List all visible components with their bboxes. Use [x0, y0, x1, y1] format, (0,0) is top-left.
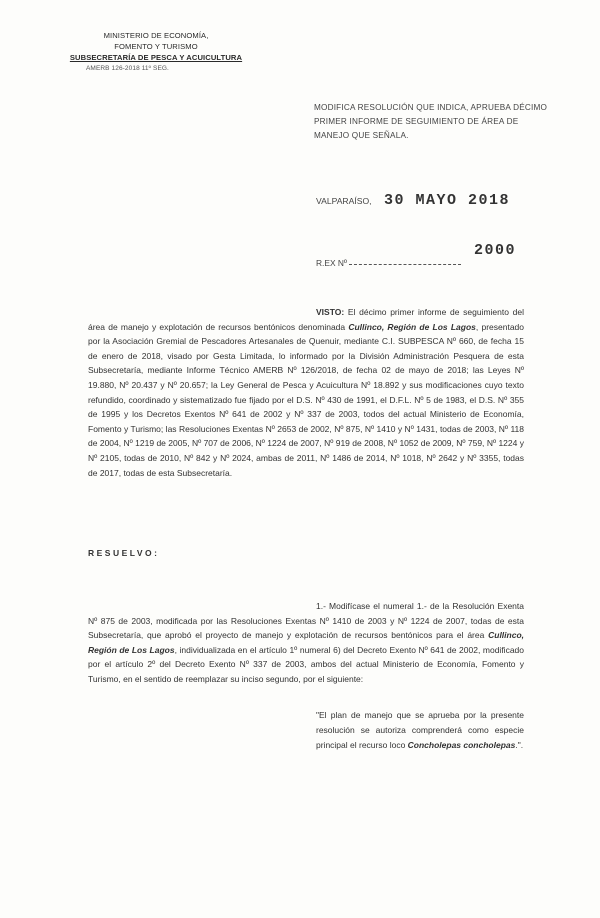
date-stamp: 30 MAYO 2018 — [383, 192, 510, 209]
letterhead — [66, 30, 246, 74]
article-1 — [88, 599, 524, 687]
article-1-text-1: 1.- Modifícase el numeral 1.- de la Resolución Exenta Nº 875 de 2003, modificada por las Resoluciones Exentas Nº 1410 de 2003 y Nº 1224 de 2007, todas de esta Subsecretaría, que aprobó el proyecto de manejo y explotación de recursos bentónicos para el área — [88, 601, 524, 641]
resolution-label-line — [316, 258, 461, 268]
quote-text-1: "El plan de manejo que se aprueba por la presente resolución se autoriza comprenderá como especie principal el recurso loco — [316, 710, 524, 750]
replacement-text — [316, 708, 524, 752]
visto-text-1: El décimo primer informe de seguimiento del área de manejo y explotación de recursos bentónicos denominada — [88, 307, 524, 332]
resuelvo-heading: RESUELVO: — [88, 548, 160, 558]
article-1-text-2: , individualizada en el artículo 1º numeral 6) del Decreto Exento Nº 641 de 2002, modificado por el artículo 2º del Decreto Exento Nº 337 de 2003, ambos del actual Ministerio de Economía, Fomento y Turismo, en el sentido de reemplazar su inciso segundo, por el siguiente: — [88, 644, 524, 684]
subsecretaria-name: SUBSECRETARÍA DE PESCA Y ACUICULTURA — [69, 53, 243, 62]
visto-area-name: Cullinco, Región de Los Lagos — [348, 321, 476, 332]
visto-lead: VISTO: — [316, 307, 345, 317]
visto-paragraph — [88, 305, 524, 480]
reference-code: AMERB 126-2018 11º SEG. — [86, 65, 169, 72]
visto-body — [88, 305, 524, 480]
article-1-area-name: Cullinco, Región de Los Lagos — [88, 630, 524, 655]
place: VALPARAÍSO, — [316, 196, 372, 206]
number-underline — [349, 264, 461, 265]
quote-text-2: .". — [515, 739, 524, 750]
ministry-name-cont: FOMENTO Y TURISMO — [114, 42, 198, 51]
place-date-line — [316, 192, 510, 209]
species-name: Concholepas concholepas — [407, 739, 516, 750]
article-1-body — [88, 599, 524, 687]
visto-text-2: , presentado por la Asociación Gremial de Pescadores Artesanales de Quenuir, mediante C.I. SUBPESCA Nº 660, de fecha 15 de enero de 2018, visado por Gesta Limitada, lo informado por la División Administración Pesquera de esta Subsecretaría, mediante Informe Técnico AMERB Nº 126/2018, de fecha 02 de mayo de 2018; las Leyes Nº 19.880, Nº 20.437 y Nº 20.657; la Ley General de Pesca y Acuicultura Nº 18.892 y sus modificaciones cuyo texto refundido, coordinado y sistematizado fue fijado por el D.S. Nº 430 de 1991, el D.F.L. Nº 5 de 1983, el D.S. Nº 355 de 1995 y los Decretos Exentos Nº 641 de 2002 y Nº 337 de 2003, todos del actual Ministerio de Economía, Fomento y Turismo; las Resoluciones Exentas Nº 2653 de 2002, Nº 875, Nº 1410 y Nº 1431, todas de 2003, Nº 118 de 2004, Nº 1219 de 2005, Nº 707 de 2006, Nº 1224 de 2007, Nº 919 de 2008, Nº 1052 de 2009, Nº 759, Nº 1224 y Nº 2105, todas de 2010, Nº 842 y Nº 2024, ambas de 2011, Nº 1486 de 2014, Nº 1018, Nº 2642 y Nº 3355, todas de 2017, todas de esta Subsecretaría. — [88, 321, 524, 478]
resolution-label: R.EX Nº — [316, 258, 347, 268]
ministry-name: MINISTERIO DE ECONOMÍA, — [103, 31, 209, 40]
resolution-number: 2000 — [474, 242, 517, 259]
subject-heading: MODIFICA RESOLUCIÓN QUE INDICA, APRUEBA DÉCIMO PRIMER INFORME DE SEGUIMIENTO DE ÁREA DE MANEJO QUE SEÑALA. — [314, 103, 548, 140]
